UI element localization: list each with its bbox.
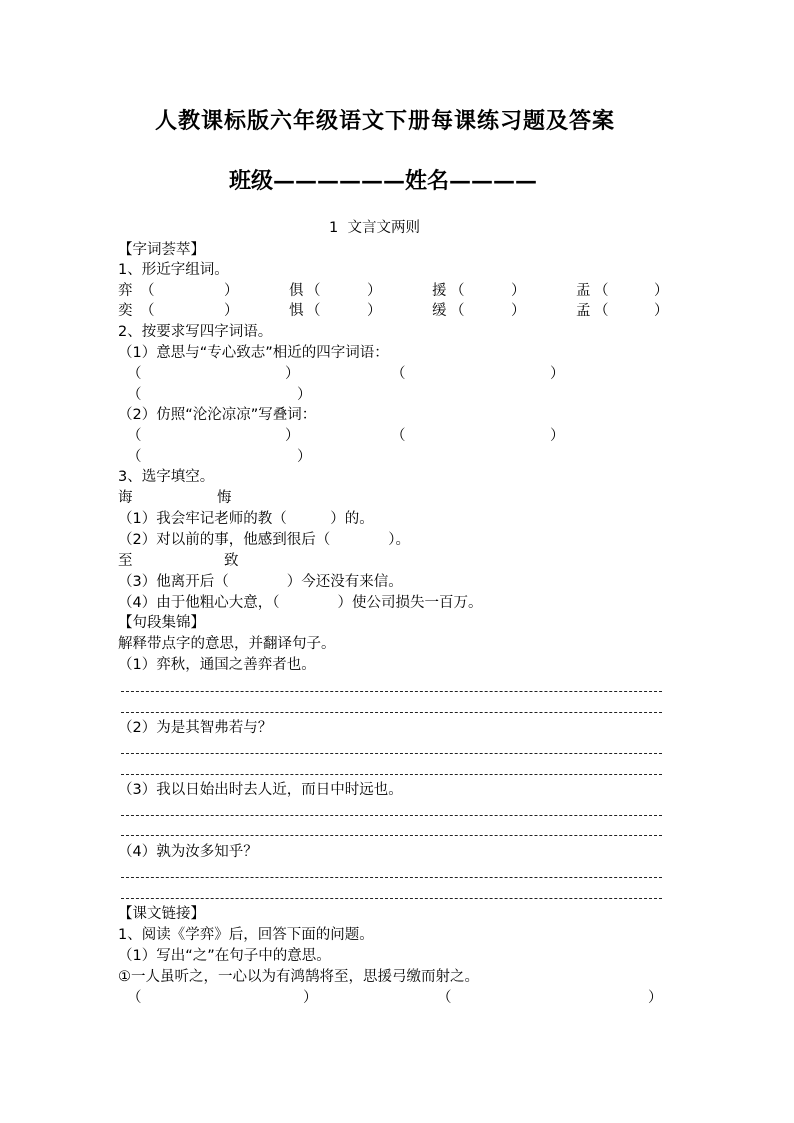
paren-close: ）	[511, 283, 526, 299]
q1-char: 俱	[289, 283, 304, 299]
paren-close: ）	[224, 303, 239, 319]
page-title: 人教课标版六年级语文下册每课练习题及答案	[155, 108, 616, 134]
lesson-title	[329, 218, 420, 238]
section-heading-words: 【字词荟萃】	[118, 242, 205, 258]
q3-option: 致	[224, 553, 239, 569]
sentence-question: （2）为是其智弗若与？	[118, 720, 273, 736]
paren-open: （	[127, 990, 142, 1006]
q3-option: 悔	[217, 490, 232, 506]
paren-close: ）	[511, 303, 526, 319]
paren-open: （	[391, 366, 406, 382]
q2-heading: 2、按要求写四字词语。	[118, 324, 273, 340]
paren-close: ）	[367, 283, 382, 299]
paren-close: ）	[303, 990, 318, 1006]
paren-open: （	[391, 428, 406, 444]
sentence-question: （1）弈秋，通国之善弈者也。	[118, 657, 316, 673]
paren-open: （	[594, 283, 609, 299]
section-heading-text-link: 【课文链接】	[118, 906, 205, 922]
sentence-question: （3）我以日始出时去人近，而日中时远也。	[118, 782, 403, 798]
section-heading-sentences: 【句段集锦】	[118, 615, 205, 631]
q1-char: 奕	[118, 303, 133, 319]
paren-open: （	[594, 303, 609, 319]
paren-open: （	[127, 428, 142, 444]
answer-line	[121, 898, 662, 899]
link-question: 1、阅读《学弈》后，回答下面的问题。	[118, 927, 374, 943]
paren-close: ）	[224, 283, 239, 299]
paren-close: ）	[297, 387, 312, 403]
paren-open: （	[140, 303, 155, 319]
q2-part2: （2）仿照“沦沦凉凉”写叠词：	[118, 407, 317, 423]
q3-sentence: （3）他离开后（ ）今还没有来信。	[118, 574, 403, 590]
paren-open: （	[450, 283, 465, 299]
q3-option: 至	[118, 553, 133, 569]
paren-close: ）	[654, 283, 669, 299]
answer-line	[121, 877, 662, 878]
paren-open: （	[127, 366, 142, 382]
lesson-number: 1	[329, 220, 339, 236]
answer-line	[121, 815, 662, 816]
q1-heading: 1、形近字组词。	[118, 262, 229, 278]
link-sentence: ①一人虽听之，一心以为有鸿鹄将至，思援弓缴而射之。	[118, 969, 479, 985]
paren-open: （	[140, 283, 155, 299]
paren-close: ）	[367, 303, 382, 319]
paren-open: （	[450, 303, 465, 319]
paren-close: ）	[550, 366, 565, 382]
q3-sentence: （4）由于他粗心大意，（ ）使公司损失一百万。	[118, 595, 483, 611]
paren-close: ）	[654, 303, 669, 319]
q1-char: 盂	[576, 283, 591, 299]
lesson-name: 文言文两则	[347, 220, 420, 236]
paren-open: （	[306, 303, 321, 319]
paren-open: （	[127, 387, 142, 403]
q3-option: 诲	[118, 490, 133, 506]
q3-sentence: （2）对以前的事，他感到很后（ ）。	[118, 532, 410, 548]
answer-line	[121, 691, 662, 692]
answer-line	[121, 835, 662, 836]
paren-open: （	[127, 449, 142, 465]
paren-close: ）	[285, 428, 300, 444]
paren-close: ）	[285, 366, 300, 382]
sentences-intro: 解释带点字的意思，并翻译句子。	[118, 636, 336, 652]
q1-char: 弈	[118, 283, 133, 299]
answer-line	[121, 753, 662, 754]
answer-line	[121, 774, 662, 775]
class-name-line: 班级——————姓名————	[229, 168, 538, 194]
q1-char: 缓	[432, 303, 447, 319]
paren-open: （	[437, 990, 452, 1006]
q1-char: 援	[432, 283, 447, 299]
q1-char: 孟	[576, 303, 591, 319]
q2-part1: （1）意思与“专心致志”相近的四字词语：	[118, 345, 389, 361]
q3-sentence: （1）我会牢记老师的教（ ）的。	[118, 511, 374, 527]
paren-close: ）	[648, 990, 663, 1006]
paren-open: （	[306, 283, 321, 299]
q3-heading: 3、选字填空。	[118, 469, 215, 485]
paren-close: ）	[297, 449, 312, 465]
link-subquestion: （1）写出“之”在句子中的意思。	[118, 948, 331, 964]
answer-line	[121, 712, 662, 713]
sentence-question: （4）孰为汝多知乎？	[118, 844, 258, 860]
q1-char: 惧	[289, 303, 304, 319]
paren-close: ）	[550, 428, 565, 444]
